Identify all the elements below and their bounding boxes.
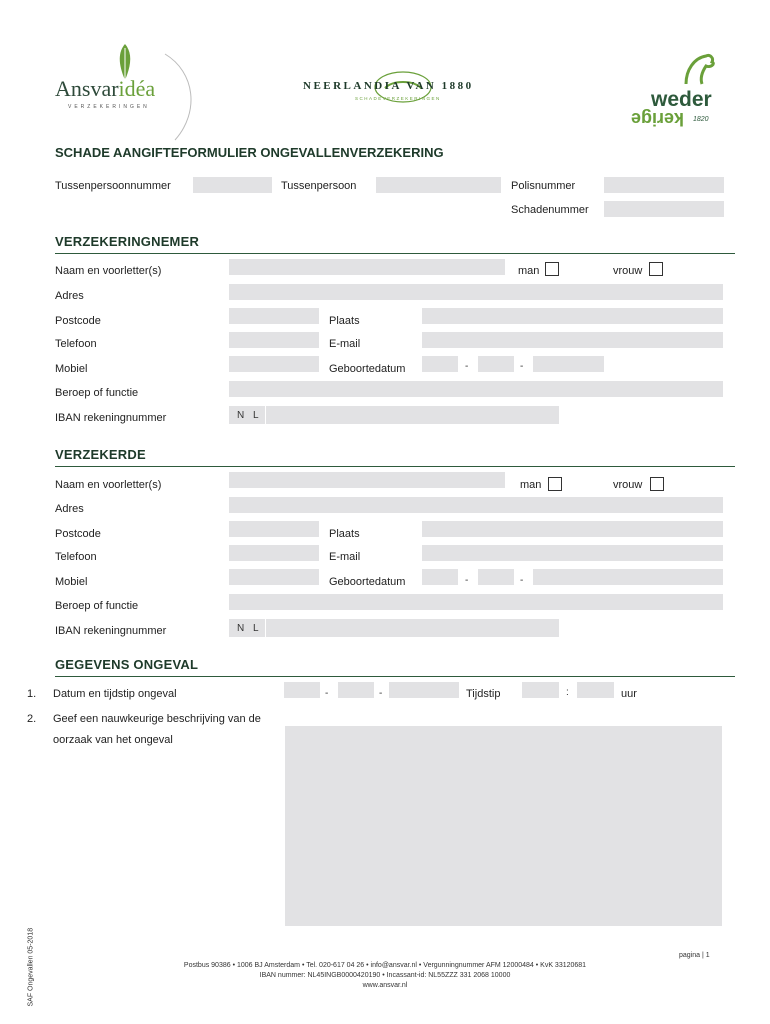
iban-prefix-l: L (253, 623, 259, 634)
adres-label: Adres (55, 290, 84, 302)
polisnummer-field[interactable] (604, 177, 724, 193)
mobiel-label: Mobiel (55, 576, 88, 588)
polisnummer-label: Polisnummer (511, 180, 576, 192)
geboortedatum-year-field[interactable] (533, 356, 604, 372)
tussenpersoon-label: Tussenpersoon (281, 180, 357, 192)
vrouw-label: vrouw (613, 265, 643, 277)
iban-prefix-n: N (237, 410, 245, 421)
geboortedatum-label: Geboortedatum (329, 363, 406, 375)
iban-label: IBAN rekeningnummer (55, 625, 167, 637)
beschrijving-label-line2: oorzaak van het ongeval (53, 734, 173, 746)
geboortedatum-month-field[interactable] (478, 569, 514, 585)
naam-label: Naam en voorletter(s) (55, 479, 162, 491)
telefoon-label: Telefoon (55, 338, 97, 350)
tijdstip-minute-field[interactable] (577, 682, 614, 698)
plaats-field[interactable] (422, 521, 723, 537)
adres-label: Adres (55, 503, 84, 515)
neerlandia-wordmark: NEERLANDIA (303, 80, 402, 92)
tussenpersoon-field[interactable] (376, 177, 501, 193)
footer-line-2: IBAN nummer: NL45INGB0000420190 • Incassant-id: NL55ZZZ 331 2068 10000 (259, 972, 511, 979)
wederkerige-logo (625, 50, 725, 135)
email-field[interactable] (422, 545, 723, 561)
ongeval-day-field[interactable] (284, 682, 320, 698)
man-label: man (518, 265, 540, 277)
vrouw-label: vrouw (613, 479, 643, 491)
section-title: VERZEKERINGNEMER (55, 234, 200, 249)
iban-prefix-n: N (237, 623, 245, 634)
section-gegevens-ongeval (55, 654, 735, 677)
vrouw-checkbox[interactable] (649, 262, 663, 276)
tijdstip-label: Tijdstip (466, 688, 501, 700)
email-label: E-mail (329, 551, 361, 563)
neerlandia-logo (303, 70, 493, 110)
geboortedatum-month-field[interactable] (478, 356, 514, 372)
weder-wordmark: weder (651, 88, 712, 111)
date-separator: - (520, 361, 524, 372)
telefoon-label: Telefoon (55, 551, 97, 563)
geboortedatum-day-field[interactable] (422, 569, 458, 585)
neerlandia-year: VAN 1880 (406, 80, 474, 92)
section-verzekerde (55, 444, 735, 467)
date-separator: - (379, 688, 383, 699)
neerlandia-subtitle: SCHADEVERZEKERINGEN (355, 96, 441, 101)
postcode-field[interactable] (229, 521, 319, 537)
footer-website: www.ansvar.nl (362, 982, 408, 989)
schadenummer-label: Schadenummer (511, 204, 589, 216)
adres-field[interactable] (229, 284, 723, 300)
naam-field[interactable] (229, 259, 505, 275)
beschrijving-label-line1: Geef een nauwkeurige beschrijving van de (53, 713, 261, 725)
telefoon-field[interactable] (229, 332, 319, 348)
date-separator: - (465, 575, 469, 586)
adres-field[interactable] (229, 497, 723, 513)
beroep-field[interactable] (229, 381, 723, 397)
plaats-field[interactable] (422, 308, 723, 324)
beroep-field[interactable] (229, 594, 723, 610)
geboortedatum-label: Geboortedatum (329, 576, 406, 588)
form-code: SAF Ongevallen 05-2018 (27, 927, 35, 1007)
vrouw-checkbox[interactable] (650, 477, 664, 491)
iban-divider (265, 406, 266, 424)
idea-wordmark: idéa (118, 76, 156, 101)
ansvar-subtitle: VERZEKERINGEN (68, 104, 150, 110)
wederkerige-year: 1820 (693, 116, 709, 123)
datum-tijdstip-label: Datum en tijdstip ongeval (53, 688, 177, 700)
section-title: GEGEVENS ONGEVAL (55, 657, 199, 672)
postcode-label: Postcode (55, 528, 101, 540)
beroep-label: Beroep of functie (55, 387, 139, 399)
date-separator: - (325, 688, 329, 699)
mobiel-label: Mobiel (55, 363, 88, 375)
form-title: SCHADE AANGIFTEFORMULIER ONGEVALLENVERZEKERING (55, 145, 444, 160)
ansvar-idea-logo (50, 42, 200, 137)
geboortedatum-day-field[interactable] (422, 356, 458, 372)
ongeval-year-field[interactable] (389, 682, 459, 698)
man-checkbox[interactable] (548, 477, 562, 491)
beschrijving-textarea[interactable] (285, 726, 722, 926)
section-title: VERZEKERDE (55, 447, 146, 462)
geboortedatum-year-field[interactable] (533, 569, 723, 585)
plaats-label: Plaats (329, 528, 360, 540)
naam-label: Naam en voorletter(s) (55, 265, 162, 277)
postcode-field[interactable] (229, 308, 319, 324)
footer-line-1: Postbus 90386 • 1006 BJ Amsterdam • Tel. 020-617 04 26 • info@ansvar.nl • Vergunningnummer AFM 12000484 • KvK 33120681 (183, 962, 587, 969)
plaats-label: Plaats (329, 315, 360, 327)
time-separator: : (566, 687, 569, 698)
telefoon-field[interactable] (229, 545, 319, 561)
iban-field[interactable] (229, 619, 559, 637)
beroep-label: Beroep of functie (55, 600, 139, 612)
email-label: E-mail (329, 338, 361, 350)
iban-label: IBAN rekeningnummer (55, 412, 167, 424)
date-separator: - (465, 361, 469, 372)
question-1-number: 1. (27, 688, 37, 700)
iban-prefix-l: L (253, 410, 259, 421)
postcode-label: Postcode (55, 315, 101, 327)
section-verzekeringnemer (55, 231, 735, 254)
tussenpersoonnummer-field[interactable] (193, 177, 272, 193)
tussenpersoonnummer-label: Tussenpersoonnummer (55, 180, 171, 192)
iban-field[interactable] (229, 406, 559, 424)
uur-label: uur (621, 688, 637, 700)
man-checkbox[interactable] (545, 262, 559, 276)
rooster-icon (680, 50, 720, 90)
question-2-number: 2. (27, 713, 37, 725)
page-number: pagina | 1 (679, 952, 710, 959)
naam-field[interactable] (229, 472, 505, 488)
ansvar-wordmark: Ansvar (55, 76, 119, 101)
kerige-wordmark: kerige (631, 109, 685, 129)
schadenummer-field[interactable] (604, 201, 724, 217)
ongeval-month-field[interactable] (338, 682, 374, 698)
email-field[interactable] (422, 332, 723, 348)
mobiel-field[interactable] (229, 356, 319, 372)
date-separator: - (520, 575, 524, 586)
iban-divider (265, 619, 266, 637)
tijdstip-hour-field[interactable] (522, 682, 559, 698)
mobiel-field[interactable] (229, 569, 319, 585)
man-label: man (520, 479, 542, 491)
